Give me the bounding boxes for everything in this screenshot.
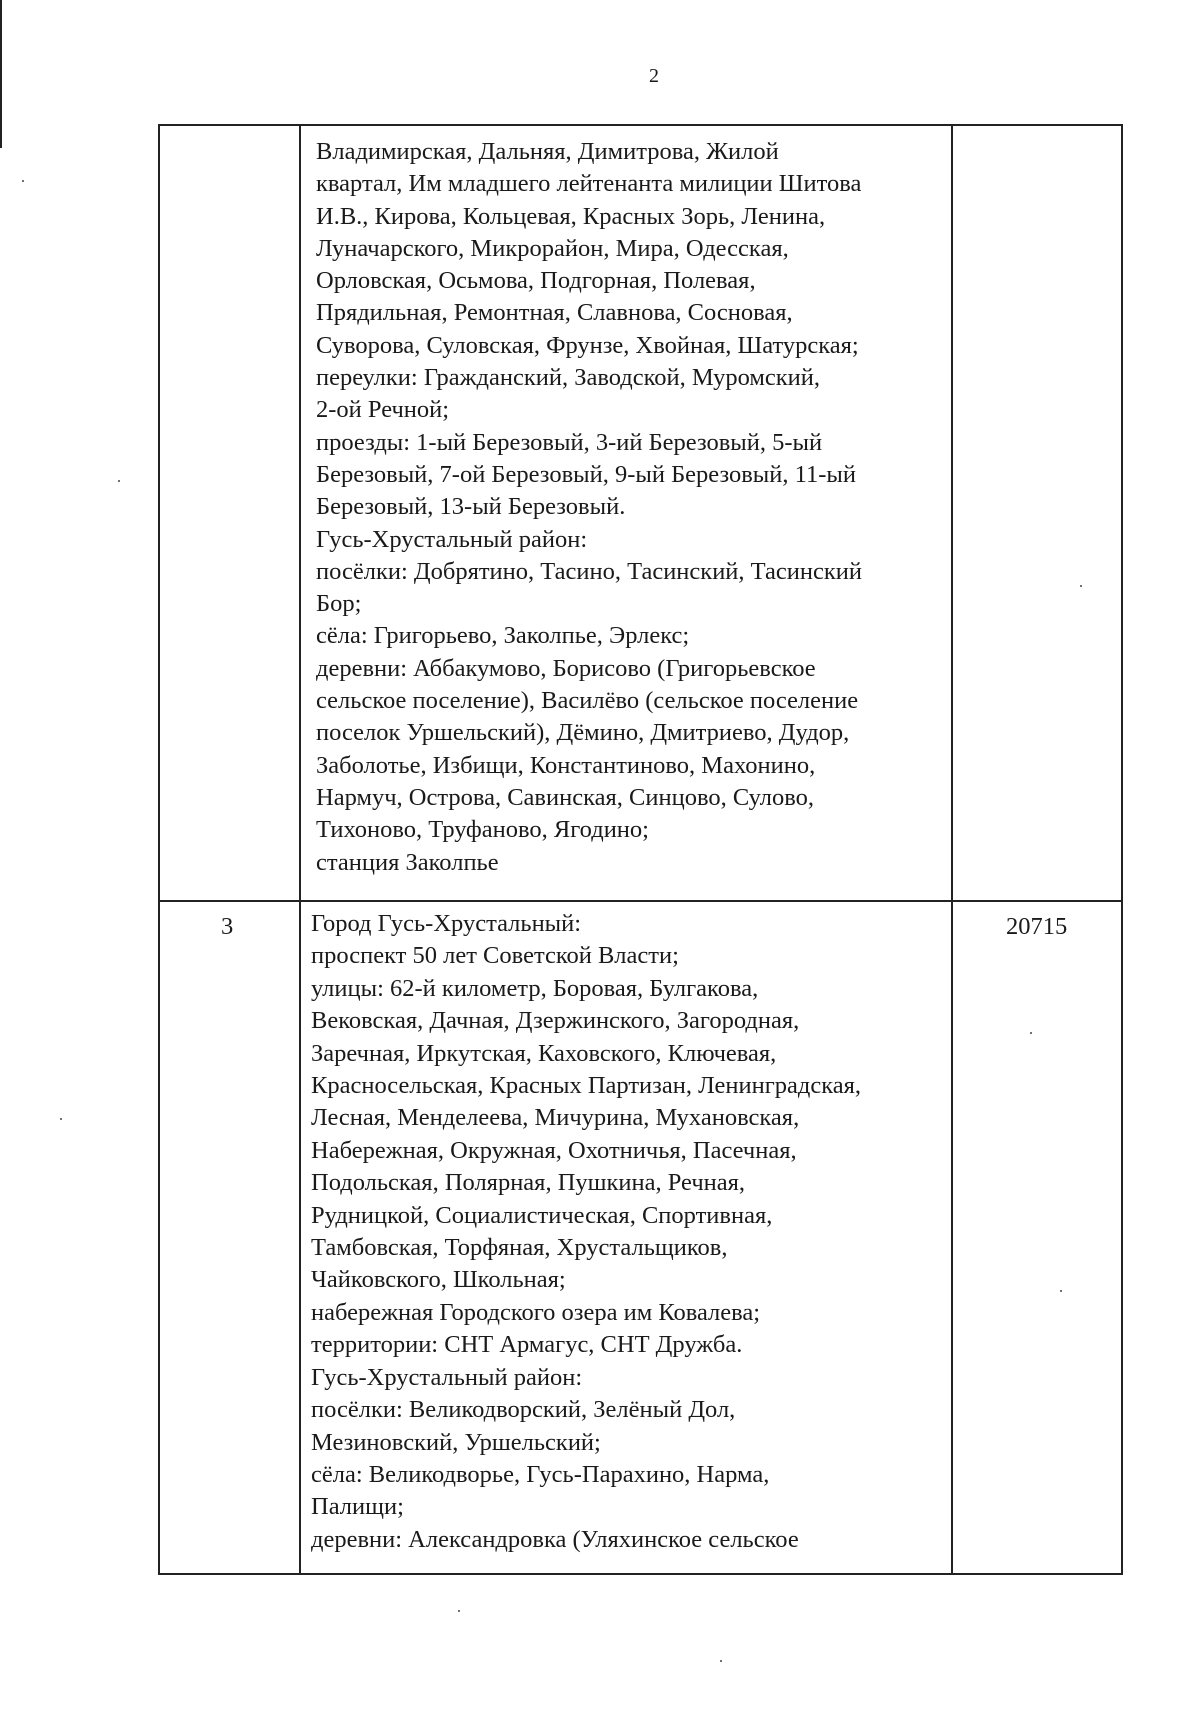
addresses-cell <box>301 126 953 900</box>
row-number-cell <box>160 126 301 900</box>
scan-speck <box>1080 585 1082 587</box>
table-row <box>160 126 1121 900</box>
scan-speck <box>22 180 24 182</box>
row-number-cell <box>160 902 301 1573</box>
scan-speck <box>720 1660 722 1662</box>
table-row <box>160 900 1121 1573</box>
scan-speck <box>1060 1290 1062 1292</box>
voters-count: 20715 <box>1006 913 1068 940</box>
scan-speck <box>60 1118 62 1120</box>
scan-speck <box>1030 1032 1032 1034</box>
row-number: 3 <box>221 913 234 940</box>
addresses-text: Город Гусь-Хрустальный: проспект 50 лет Советской Власти; улицы: 62-й километр, Боровая, Булгакова, Вековская, Дачная, Дзержинского, Загородная, Заречная, Иркутская, Каховского, Ключевая, Красносельская, Красных Партизан, Ленинградская, Лесная, Менделеева, Мичурина, Мухановская, Набережная, Окружная, Охотничья, Пасечная, Подольская, Полярная, Пушкина, Речная, Рудницкой, Социалистическая, Спортивная, Тамбовская, Торфяная, Хрустальщиков, Чайковского, Школьная; набережная Городского озера им Ковалева; территории: СНТ Армагус, СНТ Дружба. Гусь-Хрустальный район: посёлки: Великодворский, Зелёный Дол, Мезиновский, Уршельский; сёла: Великодворье, Гусь-Парахино, Нарма, Палищи; деревни: Александровка (Уляхинское сельское <box>311 910 862 1553</box>
addresses-text: Владимирская, Дальняя, Димитрова, Жилой квартал, Им младшего лейтенанта милиции Шитова И.В., Кирова, Кольцевая, Красных Зорь, Ленина, Луначарского, Микрорайон, Мира, Одесская, Орловская, Осьмова, Подгорная, Полевая, Прядильная, Ремонтная, Славнова, Сосновая, Суворова, Суловская, Фрунзе, Хвойная, Шатурская; переулки: Гражданский, Заводской, Муромский, 2-ой Речной; проезды: 1-ый Березовый, 3-ий Березовый, 5-ый Березовый, 7-ой Березовый, 9-ый Березовый, 11-ый Березовый, 13-ый Березовый. Гусь-Хрустальный район: посёлки: Добрятино, Тасино, Тасинский, Тасинский Бор; сёла: Григорьево, Заколпье, Эрлекс; деревни: Аббакумово, Борисово (Григорьевское сельское поселение), Василёво (сельское поселение поселок Уршельский), Дёмино, Дмитриево, Дудор, Заболотье, Избищи, Константиново, Махонино, Нармуч, Острова, Савинская, Синцово, Сулово, Тихоново, Труфаново, Ягодино; станция Заколпье <box>316 138 862 876</box>
scan-speck <box>458 1610 460 1612</box>
addresses-cell <box>301 902 953 1573</box>
voters-cell <box>953 126 1121 900</box>
scan-speck <box>118 480 120 482</box>
page-number: 2 <box>649 65 659 87</box>
district-table <box>158 124 1123 1575</box>
voters-cell <box>953 902 1121 1573</box>
